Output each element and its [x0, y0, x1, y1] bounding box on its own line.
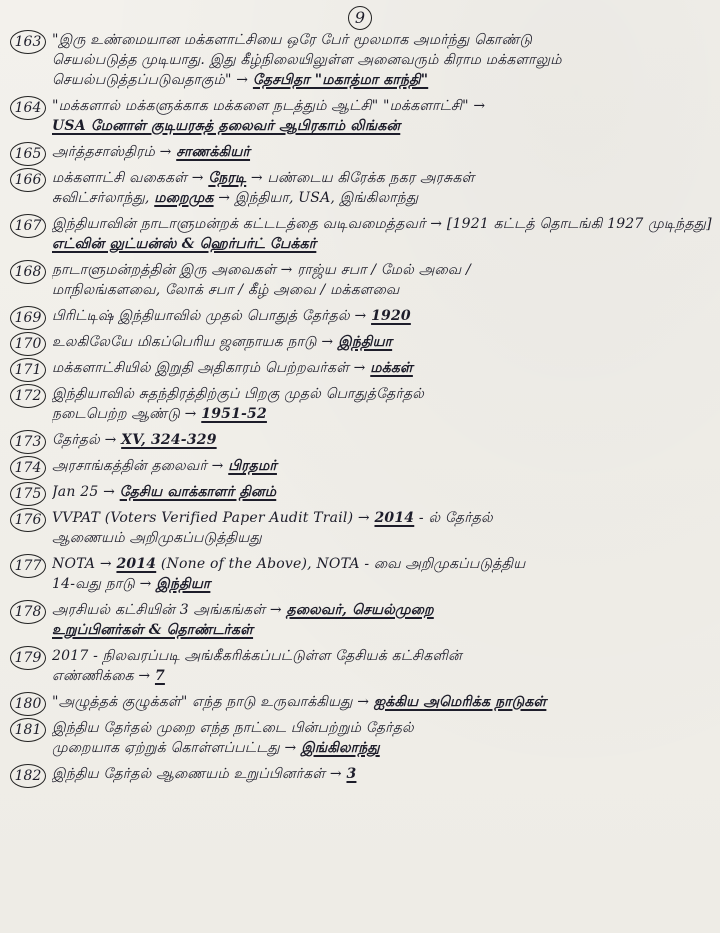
note-entry	[8, 30, 714, 90]
note-entry	[8, 430, 714, 450]
note-entry	[8, 554, 714, 594]
answer-text: 2014	[116, 556, 157, 572]
question-text: "அழுத்தக் குழுக்கள்" எந்த நாடு உருவாக்கியது →	[52, 694, 374, 710]
notes-list	[8, 30, 714, 790]
question-text: VVPAT (Voters Verified Paper Audit Trail) →	[52, 510, 375, 526]
question-text: 2017 - நிலவரப்படி அங்கீகரிக்கப்பட்டுள்ள தேசியக் கட்சிகளின்	[52, 648, 462, 664]
note-entry	[8, 168, 714, 208]
question-text: அர்த்தசாஸ்திரம் →	[52, 144, 177, 160]
entry-number: 181	[10, 718, 46, 742]
question-text: நாடாளுமன்றத்தின் இரு அவைகள் → ராஜ்ய சபா / மேல் அவை /	[52, 262, 471, 278]
entry-number: 179	[10, 646, 46, 670]
answer-text: 7	[154, 668, 165, 684]
entry-number: 171	[10, 358, 46, 382]
entry-line	[52, 620, 714, 640]
question-text: மாநிலங்களவை, லோக் சபா / கீழ் அவை / மக்களவை	[52, 282, 400, 298]
question-text: ஆணையம் அறிமுகப்படுத்தியது	[52, 530, 262, 546]
entry-line	[52, 188, 714, 208]
note-entry	[8, 332, 714, 352]
entry-number: 182	[10, 764, 46, 788]
entry-line	[52, 168, 714, 188]
note-entry	[8, 96, 714, 136]
note-entry	[8, 718, 714, 758]
entry-line	[52, 764, 714, 784]
question-text: சுவிட்சர்லாந்து,	[52, 190, 155, 206]
note-entry	[8, 482, 714, 502]
answer-text: சாணக்கியர்	[176, 144, 251, 160]
note-entry	[8, 260, 714, 300]
question-text: நடைபெற்ற ஆண்டு →	[52, 406, 202, 422]
note-entry	[8, 600, 714, 640]
entry-line	[52, 384, 714, 404]
question-text: பிரிட்டிஷ் இந்தியாவில் முதல் பொதுத் தேர்தல் →	[52, 308, 372, 324]
question-text: NOTA →	[52, 556, 117, 572]
answer-text: தேசிய வாக்காளர் தினம்	[119, 484, 277, 500]
entry-line	[52, 404, 714, 424]
entry-number: 174	[10, 456, 46, 480]
entry-line	[52, 600, 714, 620]
entry-number: 172	[10, 384, 46, 408]
note-entry	[8, 646, 714, 686]
answer-text: இந்தியா	[156, 576, 211, 592]
entry-line	[52, 528, 714, 548]
answer-text: உறுப்பினர்கள் & தொண்டர்கள்	[52, 622, 254, 638]
question-text: மக்களாட்சி வகைகள் →	[52, 170, 209, 186]
answer-text: எட்வின் லுட்யன்ஸ் & ஹெர்பர்ட் பேக்கர்	[52, 236, 317, 252]
answer-text: மறைமுக	[154, 190, 214, 206]
entry-line	[52, 508, 714, 528]
question-text: இந்திய தேர்தல் ஆணையம் உறுப்பினர்கள் →	[52, 766, 347, 782]
question-text: இந்திய தேர்தல் முறை எந்த நாட்டை பின்பற்றும் தேர்தல்	[52, 720, 414, 736]
answer-text: தலைவர், செயல்முறை	[286, 602, 434, 618]
entry-line	[52, 358, 714, 378]
answer-text: 3	[346, 766, 357, 782]
entry-number: 166	[10, 168, 46, 192]
entry-line	[52, 234, 714, 254]
question-text: அரசியல் கட்சியின் 3 அங்கங்கள் →	[52, 602, 287, 618]
entry-line	[52, 260, 714, 280]
entry-line	[52, 738, 714, 758]
answer-text: XV, 324-329	[121, 432, 217, 448]
question-text: அரசாங்கத்தின் தலைவர் →	[52, 458, 229, 474]
entry-line	[52, 482, 714, 502]
entry-line	[52, 70, 714, 90]
entry-number: 175	[10, 482, 46, 506]
entry-line	[52, 554, 714, 574]
question-text: உலகிலேயே மிகப்பெரிய ஜனநாயக நாடு →	[52, 334, 338, 350]
trailing-text: - ல் தேர்தல்	[414, 510, 493, 526]
entry-number: 180	[10, 692, 46, 716]
note-entry	[8, 142, 714, 162]
answer-text: 2014	[374, 510, 415, 526]
answer-text: இங்கிலாந்து	[301, 740, 380, 756]
entry-number: 163	[10, 30, 46, 54]
question-text: "மக்களால் மக்களுக்காக மக்களை நடத்தும் ஆட்சி" "மக்களாட்சி" →	[52, 98, 486, 114]
entry-line	[52, 666, 714, 686]
entry-line	[52, 280, 714, 300]
question-text: செயல்படுத்தப்படுவதாகும்" →	[52, 72, 253, 88]
entry-number: 178	[10, 600, 46, 624]
answer-text: பிரதமர்	[228, 458, 277, 474]
trailing-text: → இந்தியா, USA, இங்கிலாந்து	[213, 190, 419, 206]
answer-text: இந்தியா	[337, 334, 393, 350]
entry-line	[52, 646, 714, 666]
entry-number: 165	[10, 142, 46, 166]
question-text: இந்தியாவின் நாடாளுமன்றக் கட்டடத்தை வடிவமைத்தவர் → [1921 கட்டத் தொடங்கி 1927 முடிந்தது]	[52, 216, 712, 232]
entry-line	[52, 306, 714, 326]
entry-line	[52, 96, 714, 116]
note-entry	[8, 764, 714, 784]
trailing-text: → பண்டைய கிரேக்க நகர அரசுகள்	[246, 170, 475, 186]
answer-text: 1920	[371, 308, 411, 324]
question-text: "இரு உண்மையான மக்களாட்சியை ஒரே பேர் மூலமாக அமர்ந்து கொண்டு	[52, 32, 533, 48]
entry-line	[52, 692, 714, 712]
answer-text: 1951-52	[201, 406, 267, 422]
note-entry	[8, 456, 714, 476]
entry-number: 168	[10, 260, 46, 284]
entry-line	[52, 50, 714, 70]
question-text: எண்ணிக்கை →	[52, 668, 155, 684]
entry-number: 170	[10, 332, 46, 356]
entry-line	[52, 30, 714, 50]
note-entry	[8, 306, 714, 326]
note-entry	[8, 384, 714, 424]
note-entry	[8, 508, 714, 548]
answer-text: ஐக்கிய அமெரிக்க நாடுகள்	[373, 694, 547, 710]
answer-text: தேசபிதா "மகாத்மா காந்தி"	[252, 72, 429, 88]
entry-line	[52, 332, 714, 352]
question-text: முறையாக ஏற்றுக் கொள்ளப்பட்டது →	[52, 740, 302, 756]
question-text: இந்தியாவில் சுதந்திரத்திற்குப் பிறகு முதல் பொதுத்தேர்தல்	[52, 386, 425, 402]
answer-text: நேரடி	[208, 170, 247, 186]
question-text: செயல்படுத்த முடியாது. இது கீழ்நிலையிலுள்ள அனைவரும் கிராம மக்களாலும்	[52, 52, 562, 68]
entry-number: 169	[10, 306, 46, 330]
note-entry	[8, 692, 714, 712]
answer-text: USA மேனாள் குடியரசுத் தலைவர் ஆபிரகாம் லிங்கன்	[52, 118, 401, 134]
entry-number: 164	[10, 96, 46, 120]
entry-line	[52, 718, 714, 738]
answer-text: மக்கள்	[370, 360, 413, 376]
entry-line	[52, 430, 714, 450]
question-text: 14-வது நாடு →	[52, 576, 157, 592]
entry-line	[52, 142, 714, 162]
page-number-circle: 9	[348, 6, 372, 30]
entry-line	[52, 214, 714, 234]
note-entry	[8, 358, 714, 378]
entry-line	[52, 574, 714, 594]
question-text: தேர்தல் →	[52, 432, 122, 448]
question-text: Jan 25 →	[52, 484, 120, 500]
entry-line	[52, 456, 714, 476]
entry-line	[52, 116, 714, 136]
page-number	[0, 6, 720, 30]
entry-number: 167	[10, 214, 46, 238]
trailing-text: (None of the Above), NOTA - வை அறிமுகப்படுத்திய	[156, 556, 526, 572]
question-text: மக்களாட்சியில் இறுதி அதிகாரம் பெற்றவர்கள் →	[52, 360, 371, 376]
entry-number: 177	[10, 554, 46, 578]
entry-number: 176	[10, 508, 46, 532]
entry-number: 173	[10, 430, 46, 454]
note-entry	[8, 214, 714, 254]
